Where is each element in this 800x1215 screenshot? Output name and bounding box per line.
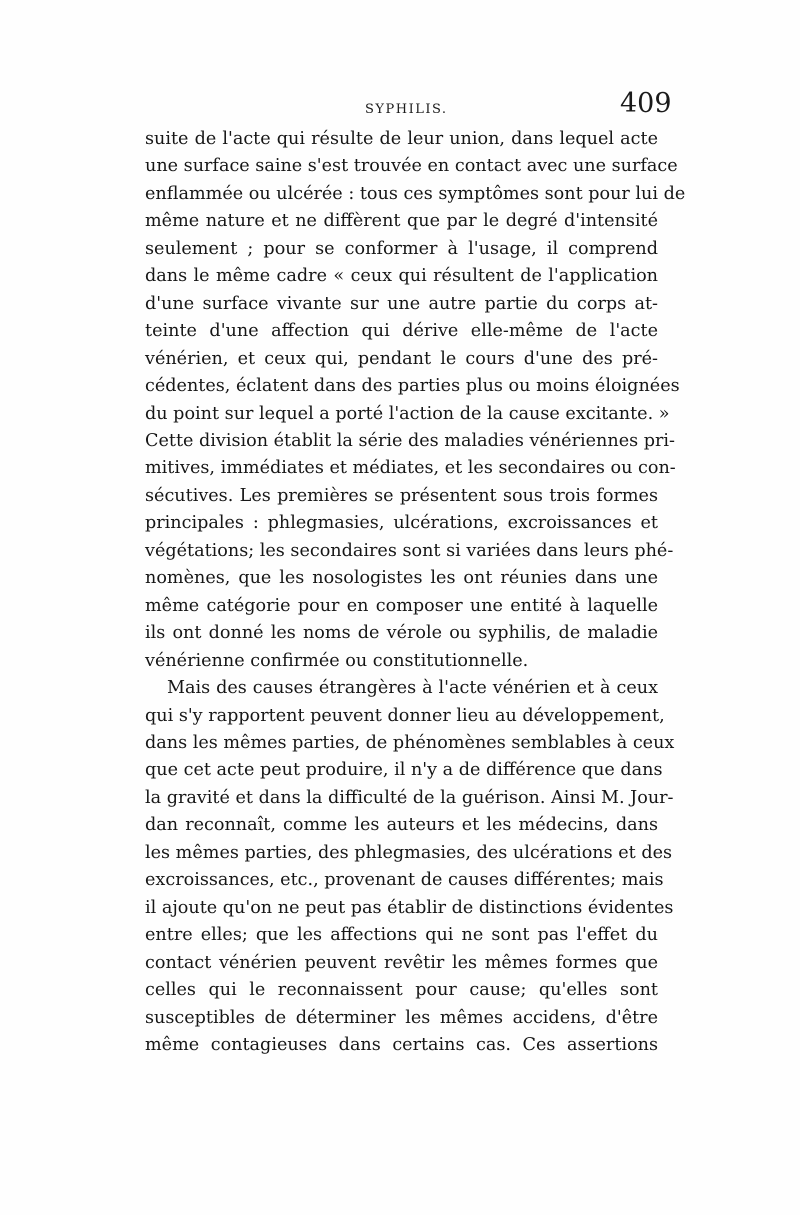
text-line: même catégorie pour en composer une entité à laquelle (145, 595, 658, 616)
text-line: végétations; les secondaires sont si variées dans leurs phé- (145, 540, 674, 561)
text-line: contact vénérien peuvent revêtir les mêmes formes que (145, 952, 658, 973)
paragraph-2 (145, 675, 675, 1059)
text-line: même nature et ne diffèrent que par le degré d'intensité (145, 211, 658, 232)
running-title: SYPHILIS. (365, 102, 448, 117)
body-text (145, 126, 686, 1059)
text-line: entre elles; que les affections qui ne sont pas l'effet du (145, 925, 658, 946)
text-line: vénérien, et ceux qui, pendant le cours d'une des pré- (145, 348, 658, 369)
text-line: du point sur lequel a porté l'action de la cause excitante. » (145, 403, 670, 424)
text-line: les mêmes parties, des phlegmasies, des ulcérations et des (145, 842, 673, 863)
text-line: même contagieuses dans certains cas. Ces assertions (145, 1034, 658, 1055)
text-line: ils ont donné les noms de vérole ou syphilis, de maladie (145, 623, 658, 644)
text-line: enflammée ou ulcérée : tous ces symptômes sont pour lui de (145, 183, 686, 204)
text-line: susceptibles de déterminer les mêmes accidens, d'être (145, 1007, 658, 1028)
paragraph-1 (145, 126, 686, 675)
text-line: d'une surface vivante sur une autre partie du corps at- (145, 293, 658, 314)
text-line: une surface saine s'est trouvée en contact avec une surface (145, 156, 678, 177)
text-line: vénérienne confirmée ou constitutionnelle. (145, 650, 529, 671)
text-line: sécutives. Les premières se présentent sous trois formes (145, 485, 658, 506)
text-line: mitives, immédiates et médiates, et les secondaires ou con- (145, 458, 676, 479)
text-line: il ajoute qu'on ne peut pas établir de distinctions évidentes (145, 897, 674, 918)
text-line: dan reconnaît, comme les auteurs et les médecins, dans (145, 815, 658, 836)
text-line: que cet acte peut produire, il n'y a de différence que dans (145, 760, 663, 781)
text-line: seulement ; pour se conformer à l'usage, il comprend (145, 238, 658, 259)
text-line: suite de l'acte qui résulte de leur union, dans lequel acte (145, 129, 658, 149)
text-line: Mais des causes étrangères à l'acte vénérien et à ceux (167, 678, 658, 699)
text-line: cédentes, éclatent dans des parties plus ou moins éloignées (145, 376, 680, 397)
text-line: dans les mêmes parties, de phénomènes semblables à ceux (145, 732, 675, 753)
text-line: teinte d'une affection qui dérive elle-même de l'acte (145, 321, 658, 342)
text-line: Cette division établit la série des maladies vénériennes pri- (145, 430, 675, 451)
text-line: principales : phlegmasies, ulcérations, excroissances et (145, 513, 658, 534)
page-number: 409 (620, 88, 672, 119)
text-line: nomènes, que les nosologistes les ont réunies dans une (145, 568, 658, 589)
text-line: la gravité et dans la difficulté de la guérison. Ainsi M. Jour- (145, 787, 674, 808)
text-line: dans le même cadre « ceux qui résultent de l'application (145, 266, 658, 287)
text-line: excroissances, etc., provenant de causes différentes; mais (145, 870, 664, 891)
text-line: celles qui le reconnaissent pour cause; qu'elles sont (145, 980, 658, 1001)
text-line: qui s'y rapportent peuvent donner lieu au développement, (145, 705, 665, 726)
